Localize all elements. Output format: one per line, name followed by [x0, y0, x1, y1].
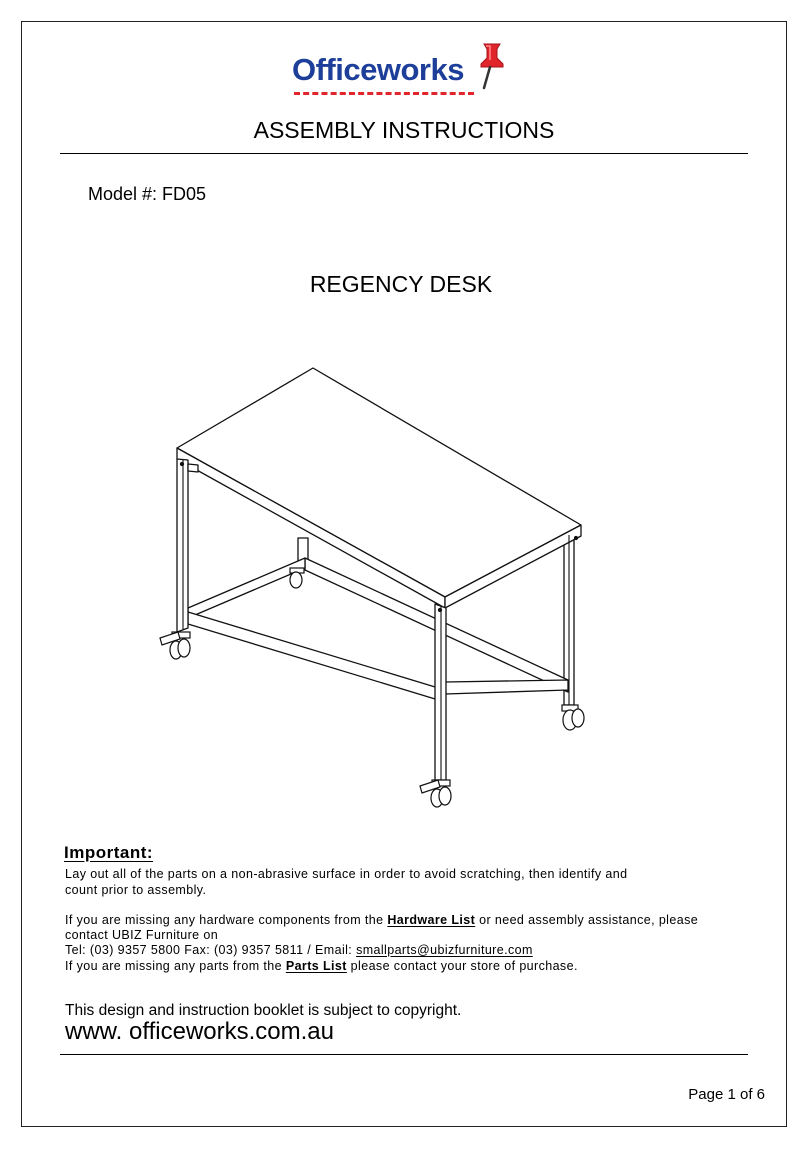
- header-rule: [60, 153, 748, 154]
- caster-front-left: [160, 632, 190, 659]
- parts-pre-text: If you are missing any parts from the: [65, 959, 286, 973]
- caster-back-right: [562, 705, 584, 730]
- model-number: [88, 184, 206, 205]
- website-link[interactable]: www. officeworks.com.au: [65, 1018, 334, 1045]
- desk-illustration: [150, 360, 600, 820]
- important-heading: Important:: [64, 843, 154, 862]
- hardware-instruction: [65, 912, 698, 928]
- hardware-list-link[interactable]: Hardware List: [387, 913, 476, 927]
- logo-dashed-underline: [294, 92, 474, 95]
- parts-list-link[interactable]: Parts List: [285, 959, 347, 973]
- tel-line: [65, 942, 533, 958]
- contact-line: contact UBIZ Furniture on: [65, 928, 219, 942]
- tel-text: Tel: (03) 9357 5800 Fax: (03) 9357 5811 / Email:: [65, 943, 357, 957]
- caster-front-right: [420, 780, 451, 807]
- document-title: ASSEMBLY INSTRUCTIONS: [253, 117, 555, 143]
- officeworks-logo: [290, 40, 520, 100]
- page-number: Page 1 of 6: [688, 1086, 765, 1103]
- model-value: FD05: [162, 184, 207, 204]
- email-link[interactable]: smallparts@ubizfurniture.com: [356, 943, 533, 957]
- hardware-post-text: or need assembly assistance, please: [475, 913, 699, 927]
- logo-wordmark: Officeworks: [292, 52, 464, 87]
- pushpin-icon: [470, 40, 510, 90]
- layout-instruction-line2: count prior to assembly.: [65, 883, 207, 897]
- parts-post-text: please contact your store of purchase.: [346, 959, 578, 973]
- footer-rule: [60, 1054, 748, 1055]
- parts-instruction: [65, 958, 578, 974]
- product-name: REGENCY DESK: [309, 271, 493, 297]
- copyright-notice: This design and instruction booklet is subject to copyright.: [65, 1002, 462, 1019]
- layout-instruction-line1: Lay out all of the parts on a non-abrasive surface in order to avoid scratching, then identify and: [65, 867, 628, 881]
- hardware-pre-text: If you are missing any hardware components from the: [65, 913, 388, 927]
- caster-back-left: [290, 568, 304, 588]
- model-label: Model #:: [88, 184, 163, 204]
